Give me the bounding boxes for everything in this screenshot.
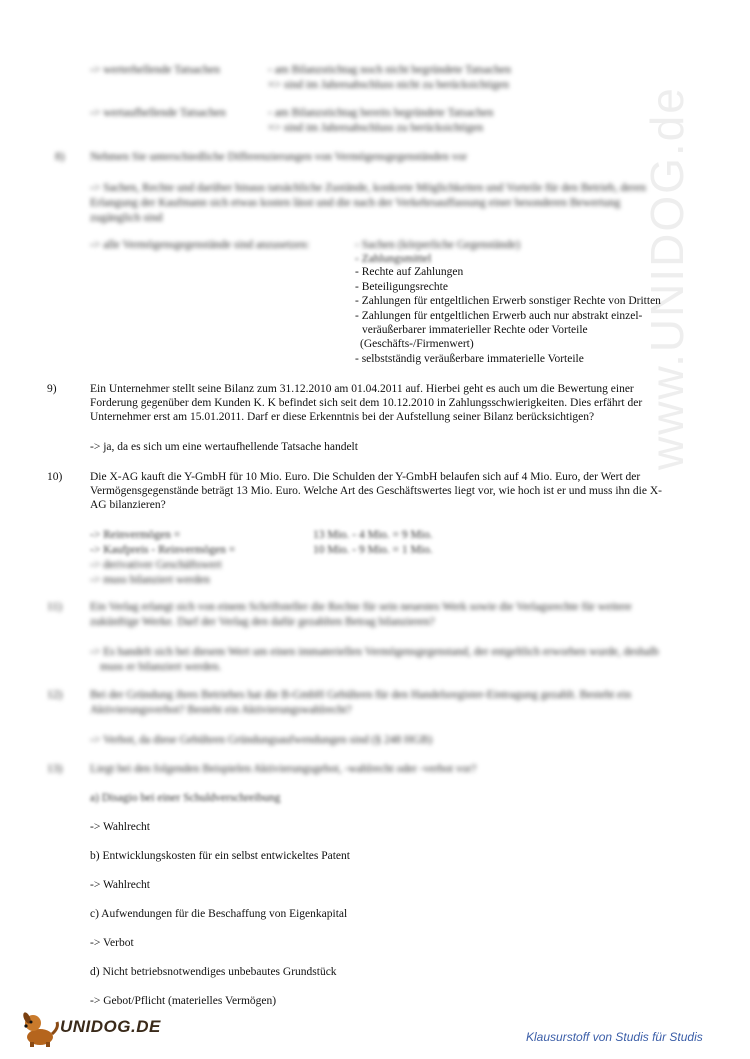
footer-tagline: Klausurstoff von Studis für Studis — [526, 1030, 703, 1044]
blurred-line: - am Bilanzstichtag bereits begründete Tatsachen — [268, 107, 494, 119]
question-text: Forderung gegenüber dem Kunden K. K befindet sich seit dem 10.12.2010 in Zahlungsschwierigkeiten. Dies erfährt der — [90, 397, 643, 409]
logo-text: UNIDOG.DE — [60, 1017, 161, 1036]
blurred-line: -> muss bilanziert werden — [90, 574, 210, 586]
sub-question: a) Disagio bei einer Schuldverschreibung — [90, 792, 281, 804]
list-item: - Beteiligungsrechte — [355, 281, 448, 293]
watermark: www.UNIDOG.de — [641, 86, 693, 470]
list-item: - Zahlungen für entgeltlichen Erwerb auch nur abstrakt einzel- — [355, 310, 643, 322]
dog-icon — [22, 1010, 62, 1048]
sub-question: b) Entwicklungskosten für ein selbst entwickeltes Patent — [90, 850, 350, 862]
question-number: 13) — [47, 763, 63, 775]
list-item: - selbstständig veräußerbare immaterielle Vorteile — [355, 353, 584, 365]
blurred-line: -> Kaufpreis - Reinvermögen = — [90, 544, 236, 556]
list-item: (Geschäfts-/Firmenwert) — [360, 338, 474, 350]
question-number: 11) — [47, 601, 62, 613]
blurred-line: -> Es handelt sich bei diesem Wert um einen immateriellen Vermögensgegenstand, der entgeltlich erworben wurde, deshalb — [90, 646, 659, 658]
unidog-logo — [22, 1010, 172, 1050]
answer-text: -> Gebot/Pflicht (materielles Vermögen) — [90, 995, 277, 1007]
blurred-line: Aktivierungsverbot? Besteht ein Aktivierungswahlrecht? — [90, 704, 352, 716]
answer-text: -> Wahlrecht — [90, 879, 150, 891]
blurred-line: -> Reinvermögen = — [90, 529, 181, 541]
question-text: Unternehmer erst am 15.01.2011. Darf er diese Erkenntnis bei der Aufstellung seiner Bilanz berücksichtigen? — [90, 411, 595, 423]
question-text: Vermögensgegenstände beträgt 13 Mio. Euro. Welche Art des Geschäftswertes liegt vor, wie hoch ist er und muss ihn die X- — [90, 485, 662, 497]
blurred-line: Erlangung der Kaufmann sich etwas kosten lässt und die nach der Verkehrsauffassung einer besonderen Bewertung — [90, 197, 621, 209]
answer-text: -> ja, da es sich um eine wertaufhellende Tatsache handelt — [90, 441, 358, 453]
list-item: - Rechte auf Zahlungen — [355, 266, 464, 278]
blurred-line: Ein Verlag erlangt sich von einem Schriftsteller die Rechte für sein neuestes Werk sowie die Verlagsrechte für weitere — [90, 601, 632, 613]
blurred-line: -> Verbot, da diese Gebühren Gründungsaufwendungen sind (§ 248 HGB) — [90, 734, 433, 746]
blurred-line: - Sachen (körperliche Gegenstände) — [355, 239, 521, 251]
question-number: 8) — [55, 151, 65, 163]
sub-question: c) Aufwendungen für die Beschaffung von Eigenkapital — [90, 908, 348, 920]
question-number: 9) — [47, 383, 57, 395]
blurred-line: -> Sachen, Rechte und darüber hinaus tatsächliche Zustände, konkrete Möglichkeiten und Vorteile für den Betrieb, deren — [90, 182, 646, 194]
list-item: veräußerbarer immaterieller Rechte oder Vorteile — [362, 324, 588, 336]
blurred-line: zukünftige Werke. Darf der Verlag den dafür gezahlten Betrag bilanzieren? — [90, 616, 435, 628]
blurred-line: muss er bilanziert werden. — [100, 661, 222, 673]
blurred-line: Liegt bei den folgenden Beispielen Aktivierungsgebot, -wahlrecht oder -verbot vor? — [90, 763, 477, 775]
blurred-line: => sind im Jahresabschluss nicht zu berücksichtigen — [268, 79, 510, 91]
blurred-line: Bei der Gründung ihres Betriebes hat die B-GmbH Gebühren für den Handelsregister-Eintragung gezahlt. Besteht ein — [90, 689, 632, 701]
blurred-line: -> wertaufhellende Tatsachen — [90, 107, 226, 119]
blurred-line: => sind im Jahresabschluss zu berücksichtigen — [268, 122, 484, 134]
question-number: 12) — [47, 689, 63, 701]
answer-text: -> Verbot — [90, 937, 134, 949]
blurred-line: Nehmen Sie unterschiedliche Differenzierungen von Vermögensgegenständen vor — [90, 151, 468, 163]
answer-text: -> Wahlrecht — [90, 821, 150, 833]
question-number: 10) — [47, 471, 63, 483]
question-text: Die X-AG kauft die Y-GmbH für 10 Mio. Euro. Die Schulden der Y-GmbH belaufen sich auf 4 Mio. Euro, der Wert der — [90, 471, 641, 483]
blurred-line: - am Bilanzstichtag noch nicht begründete Tatsachen — [268, 64, 511, 76]
sub-question: d) Nicht betriebsnotwendiges unbebautes Grundstück — [90, 966, 337, 978]
blurred-line: - Zahlungsmittel — [355, 253, 432, 265]
question-text: Ein Unternehmer stellt seine Bilanz zum 31.12.2010 am 01.04.2011 auf. Hierbei geht es auch um die Bewertung einer — [90, 383, 634, 395]
blurred-line: 10 Mio. - 9 Mio. = 1 Mio. — [313, 544, 433, 556]
list-item: - Zahlungen für entgeltlichen Erwerb sonstiger Rechte von Dritten — [355, 295, 661, 307]
blurred-line: -> derivativer Geschäftswert — [90, 559, 222, 571]
blurred-line: -> alle Vermögensgegenstände sind anzusetzen: — [90, 239, 310, 251]
blurred-line: 13 Mio. - 4 Mio. = 9 Mio. — [313, 529, 433, 541]
question-text: AG bilanzieren? — [90, 499, 166, 511]
blurred-line: -> werterhellende Tatsachen — [90, 64, 220, 76]
blurred-line: zugänglich sind — [90, 212, 163, 224]
